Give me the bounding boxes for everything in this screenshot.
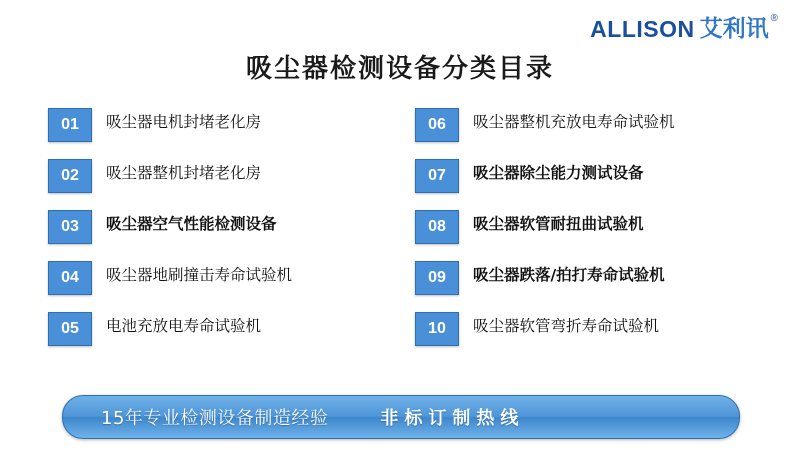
page-title: 吸尘器检测设备分类目录	[245, 54, 554, 84]
list-item[interactable]	[415, 261, 765, 295]
item-number-badge: 06	[415, 108, 459, 142]
catalog-column-right	[415, 108, 765, 363]
item-number-badge: 03	[48, 210, 92, 244]
item-number-badge: 07	[415, 159, 459, 193]
list-item[interactable]	[415, 159, 765, 193]
item-label: 吸尘器跌落/拍打寿命试验机	[473, 266, 665, 284]
list-item[interactable]	[48, 312, 398, 346]
item-label: 电池充放电寿命试验机	[106, 317, 262, 335]
item-number-badge: 02	[48, 159, 92, 193]
list-item[interactable]	[415, 108, 765, 142]
list-item[interactable]	[415, 312, 765, 346]
footer-banner	[62, 395, 740, 439]
item-number-badge: 05	[48, 312, 92, 346]
item-number-badge: 04	[48, 261, 92, 295]
item-label: 吸尘器电机封堵老化房	[106, 113, 262, 131]
item-label: 吸尘器软管耐扭曲试验机	[473, 215, 644, 233]
item-number-badge: 10	[415, 312, 459, 346]
item-label: 吸尘器地刷撞击寿命试验机	[106, 266, 293, 284]
brand-name-cn: 艾利讯	[699, 16, 769, 42]
hotline-text: 非标订制热线	[380, 408, 525, 429]
brand-logo	[590, 13, 778, 42]
list-item[interactable]	[48, 261, 398, 295]
item-label: 吸尘器空气性能检测设备	[106, 215, 277, 233]
item-number-badge: 01	[48, 108, 92, 142]
item-label: 吸尘器软管弯折寿命试验机	[473, 317, 660, 335]
list-item[interactable]	[48, 108, 398, 142]
registered-trademark-icon: ®	[770, 13, 778, 24]
item-label: 吸尘器整机充放电寿命试验机	[473, 113, 675, 131]
list-item[interactable]	[415, 210, 765, 244]
item-number-badge: 09	[415, 261, 459, 295]
item-label: 吸尘器整机封堵老化房	[106, 164, 262, 182]
catalog-list	[0, 108, 800, 388]
brand-name-en: ALLISON	[590, 16, 695, 42]
catalog-column-left	[48, 108, 398, 363]
item-number-badge: 08	[415, 210, 459, 244]
list-item[interactable]	[48, 210, 398, 244]
experience-text: 15年专业检测设备制造经验	[101, 408, 329, 429]
item-label: 吸尘器除尘能力测试设备	[473, 164, 644, 182]
list-item[interactable]	[48, 159, 398, 193]
